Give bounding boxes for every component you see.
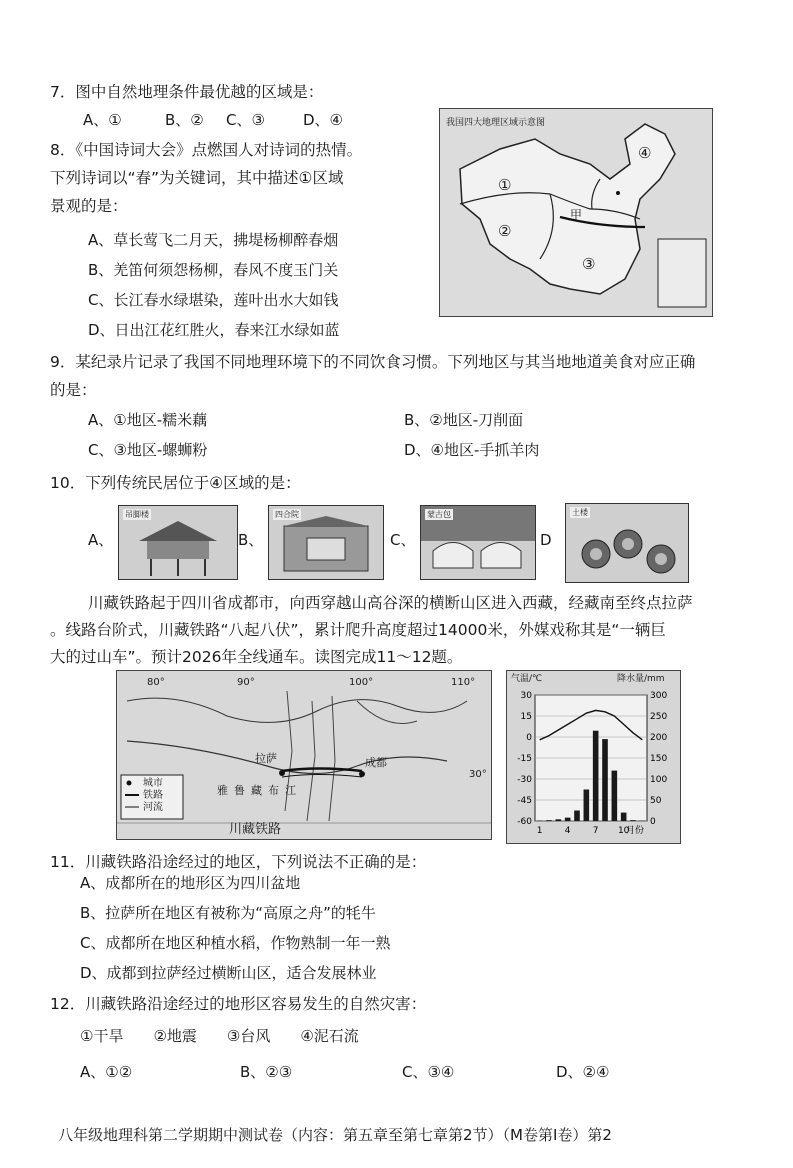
region-label-1: ① (498, 176, 512, 194)
city-lhasa: 拉萨 (255, 752, 277, 765)
q11-stem: 11．川藏铁路沿途经过的地区，下列说法不正确的是： (50, 853, 427, 871)
precip-tick-label: 300 (650, 691, 668, 701)
q12-option-a: A、①② (80, 1063, 133, 1081)
month-tick-label: 7 (592, 826, 599, 836)
precip-tick-label: 150 (650, 754, 668, 764)
temp-tick-label: -60 (517, 817, 532, 827)
q10-option-b: B、 (238, 531, 264, 549)
precip-bar (602, 739, 608, 821)
precip-tick-label: 50 (650, 796, 662, 806)
temp-tick-label: 30 (520, 691, 532, 701)
precip-tick-label: 200 (650, 733, 668, 743)
region-label-2: ② (498, 222, 512, 240)
sichuan-tibet-railway-map (116, 670, 492, 840)
q8-option-c: C、长江春水绿堪染，莲叶出水大如钱 (88, 291, 339, 309)
precip-bar (565, 818, 571, 821)
yurt-photo (420, 505, 536, 580)
q11-option-a: A、成都所在的地形区为四川盆地 (80, 874, 301, 892)
month-tick-label: 月份 (625, 826, 645, 836)
map-caption: 川藏铁路 (229, 822, 282, 837)
q10-option-d: D (540, 531, 552, 549)
temp-tick-label: -45 (517, 796, 532, 806)
q12-option-b: B、②③ (240, 1063, 293, 1081)
region-label-jia: 甲 (570, 208, 583, 222)
chart-right-title: 降水量/mm (617, 674, 665, 684)
legend-river: 河流 (143, 802, 163, 813)
lon-label-100: 100° (349, 677, 374, 688)
precip-bar (621, 813, 627, 821)
q9-option-a: A、①地区-糯米藕 (88, 411, 208, 429)
precip-tick-label: 250 (650, 712, 668, 722)
precip-bar (584, 790, 590, 822)
q8-stem-line1: 8．《中国诗词大会》点燃国人对诗词的热情。 (50, 141, 363, 159)
q9-option-d: D、④地区-手抓羊肉 (404, 441, 540, 459)
region-label-3: ③ (582, 255, 596, 273)
passage-line1: 川藏铁路起于四川省成都市，向西穿越山高谷深的横断山区进入西藏，经藏南至终点拉萨 (88, 594, 693, 612)
passage-line3: 大的过山车”。预计2026年全线通车。读图完成11～12题。 (50, 648, 463, 666)
q9-stem-line2: 的是： (50, 381, 97, 399)
photo-label-b: 四合院 (275, 510, 299, 519)
q9-option-c: C、③地区-螺蛳粉 (88, 441, 208, 459)
lat-label-30: 30° (469, 769, 487, 780)
precip-bar (556, 819, 562, 821)
q12-option-d: D、②④ (556, 1063, 610, 1081)
q8-option-b: B、羌笛何须怨杨柳，春风不度玉门关 (88, 261, 339, 279)
q12-hazard-items: ①干旱 ②地震 ③台风 ④泥石流 (80, 1027, 359, 1045)
legend-city: 城市 (143, 778, 163, 789)
map-title: 我国四大地理区域示意图 (446, 118, 546, 128)
q8-stem-line3: 景观的是： (50, 197, 128, 215)
railway-map-drawing (117, 671, 491, 839)
lon-label-110: 110° (451, 677, 476, 688)
photo-label-d: 土楼 (572, 508, 588, 517)
precip-bar (593, 731, 599, 821)
temp-tick-label: 0 (526, 733, 532, 743)
month-tick-label: 10 (617, 826, 630, 836)
q8-stem-line2: 下列诗词以“春”为关键词，其中描述①区域 (50, 169, 344, 187)
climate-chart-svg (507, 671, 680, 843)
river-yarlung: 雅鲁藏布江 (217, 784, 302, 797)
city-chengdu: 成都 (365, 756, 387, 769)
q10-option-c: C、 (390, 531, 416, 549)
q7-option-c: C、③ (226, 111, 265, 129)
region-label-4: ④ (638, 144, 652, 162)
q9-stem-line1: 9．某纪录片记录了我国不同地理环境下的不同饮食习惯。下列地区与其当地地道美食对应正确 (50, 353, 696, 371)
stilt-house-photo (118, 505, 238, 580)
q11-option-d: D、成都到拉萨经过横断山区，适合发展林业 (80, 964, 377, 982)
temp-tick-label: -15 (517, 754, 532, 764)
temp-tick-label: -30 (517, 775, 532, 785)
passage-line2: 。线路台阶式，川藏铁路“八起八伏”，累计爬升高度超过14000米，外媒戏称其是“一辆巨 (50, 621, 666, 639)
lon-label-80: 80° (147, 677, 165, 688)
page-footer: 八年级地理科第二学期期中测试卷（内容：第五章至第七章第2节）（M卷第I卷）第2 (58, 1126, 612, 1144)
q7-option-b: B、② (165, 111, 204, 129)
q11-option-b: B、拉萨所在地区有被称为“高原之舟”的牦牛 (80, 904, 376, 922)
q11-option-c: C、成都所在地区种植水稻，作物熟制一年一熟 (80, 934, 391, 952)
q7-stem: 7．图中自然地理条件最优越的区域是： (50, 83, 324, 101)
courtyard-house-photo (268, 505, 384, 580)
china-regions-map (439, 108, 713, 317)
q12-stem: 12．川藏铁路沿途经过的地形区容易发生的自然灾害： (50, 995, 427, 1013)
chart-left-title: 气温/℃ (511, 674, 543, 684)
legend-railway: 铁路 (143, 790, 163, 801)
q8-option-d: D、日出江花红胜火，春来江水绿如蓝 (88, 321, 340, 339)
lon-label-90: 90° (237, 677, 255, 688)
climate-chart (506, 670, 681, 844)
photo-label-a: 吊脚楼 (125, 510, 149, 519)
precip-bar (546, 820, 552, 821)
precip-bar (612, 771, 618, 821)
q12-option-c: C、③④ (402, 1063, 455, 1081)
precip-bar (630, 820, 636, 821)
precip-bar (574, 811, 580, 822)
q10-option-a: A、 (88, 531, 114, 549)
earth-building-photo (565, 503, 689, 583)
month-tick-label: 4 (564, 826, 571, 836)
month-tick-label: 1 (536, 826, 543, 836)
precip-tick-label: 0 (650, 817, 656, 827)
temp-tick-label: 15 (520, 712, 532, 722)
photo-label-c: 蒙古包 (427, 510, 451, 519)
q9-option-b: B、②地区-刀削面 (404, 411, 524, 429)
q8-option-a: A、草长莺飞二月天，拂堤杨柳醉春烟 (88, 231, 339, 249)
q7-option-a: A、① (83, 111, 122, 129)
precip-tick-label: 100 (650, 775, 668, 785)
q10-stem: 10．下列传统民居位于④区域的是： (50, 474, 301, 492)
q7-option-d: D、④ (303, 111, 343, 129)
